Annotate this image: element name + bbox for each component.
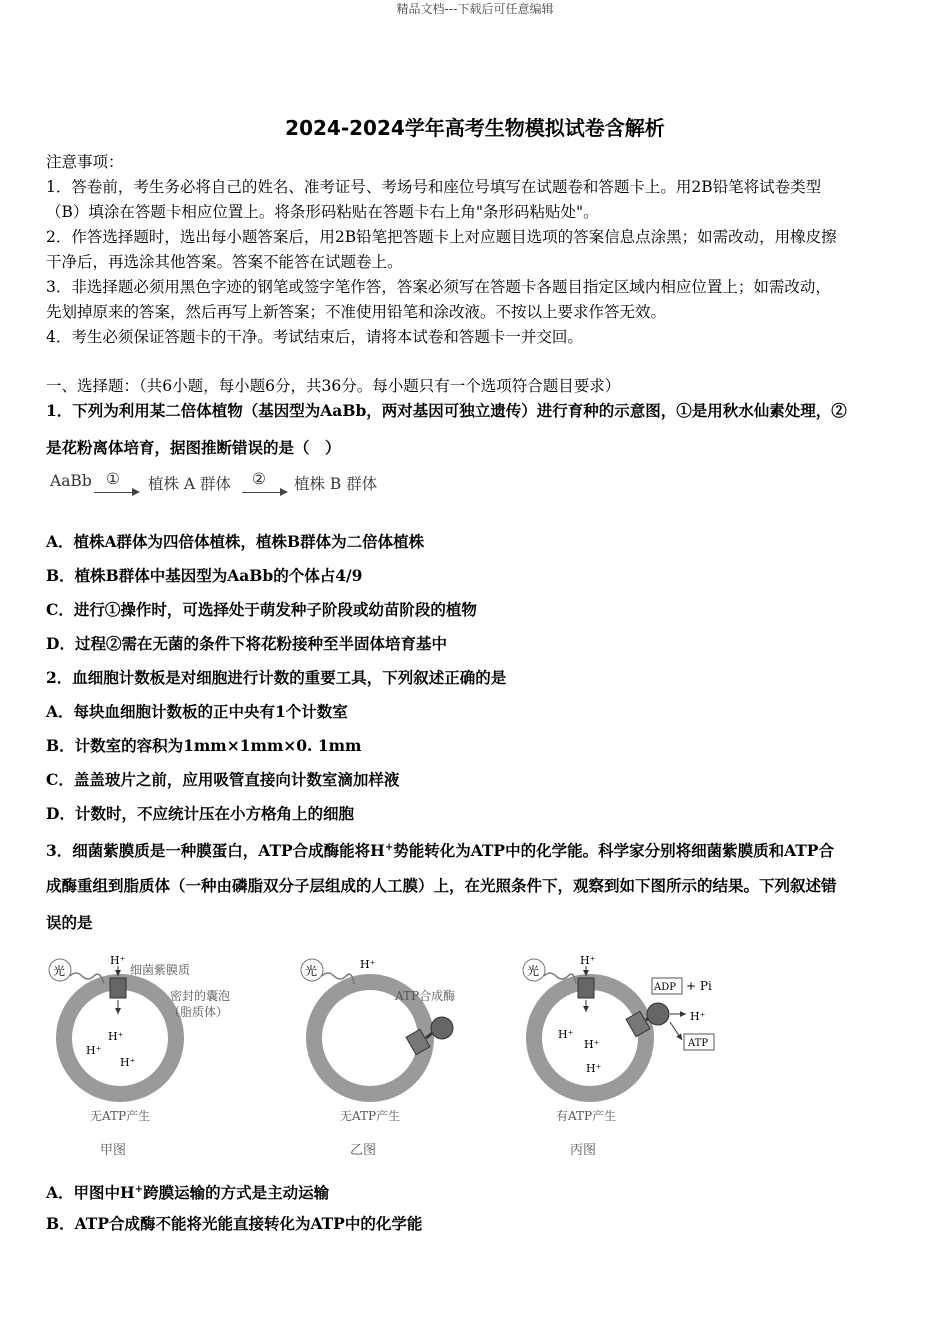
h-ion-label: H⁺: [110, 954, 126, 967]
q1-option-d: D．过程②需在无菌的条件下将花粉接种至半固体培育基中: [46, 634, 447, 653]
q2-option-a: A．每块血细胞计数板的正中央有1个计数室: [46, 702, 348, 721]
h-ion-label: H⁺: [690, 1010, 706, 1023]
pi-label: + Pi: [686, 979, 712, 993]
step2-label: ②: [252, 470, 266, 488]
q3-option-b: B．ATP合成酶不能将光能直接转化为ATP中的化学能: [46, 1214, 423, 1233]
light-label: 光: [305, 964, 318, 978]
q2-option-c: C．盖盖玻片之前，应用吸管直接向计数室滴加样液: [46, 770, 400, 789]
notice-item-2a: 2．作答选择题时，选出每小题答案后，用2B铅笔把答题卡上对应题目选项的答案信息点涂黑；如需改动，用橡皮擦: [46, 228, 837, 246]
page-header: 精品文档---下载后可任意编辑: [396, 2, 554, 16]
h-ion-label: H⁺: [584, 1038, 600, 1051]
q2-option-b: B．计数室的容积为1mm×1mm×0. 1mm: [46, 736, 362, 755]
notice-item-1b: （B）填涂在答题卡相应位置上。将条形码粘贴在答题卡右上角"条形码粘贴处"。: [46, 203, 599, 221]
page-title: 2024-2024学年高考生物模拟试卷含解析: [285, 116, 665, 140]
purple-membrane-label: 细菌紫膜质: [130, 963, 191, 977]
q3-option-a-part1: A．甲图中H: [46, 1183, 135, 1203]
h-ion-label: H⁺: [558, 1028, 574, 1041]
q3-stem-line3: 误的是: [46, 913, 93, 932]
notice-item-3a: 3．非选择题必须用黑色字迹的钢笔或签字笔作答，答案必须写在答题卡各题目指定区域内相应位置上；如需改动，: [46, 278, 831, 296]
q3-stem-part2: 势能转化为ATP中的化学能。科学家分别将细菌紫膜质和ATP合: [393, 841, 834, 861]
seq-mid: 植株 A 群体: [148, 475, 232, 493]
q3-stem-line1: [46, 838, 908, 861]
panel-yi-caption: 乙图: [350, 1143, 377, 1158]
h-ion-label: H⁺: [360, 958, 376, 971]
h-ion-label: H⁺: [120, 1056, 136, 1069]
q3-option-a-part2: 跨膜运输的方式是主动运输: [143, 1183, 330, 1203]
panel-bing-caption: 丙图: [570, 1143, 597, 1158]
membrane-figure: [40, 948, 740, 1168]
q3-option-a: [46, 1180, 908, 1203]
q3-stem-part1: 3．细菌紫膜质是一种膜蛋白，ATP合成酶能将H: [46, 841, 385, 861]
q3-stem-line2: 成酶重组到脂质体（一种由磷脂双分子层组成的人工膜）上，在光照条件下，观察到如下图所示的结果。下列叙述错: [46, 876, 837, 895]
no-atp-caption: 无ATP产生: [340, 1109, 401, 1123]
h-ion-label: H⁺: [108, 1030, 124, 1043]
has-atp-caption: 有ATP产生: [556, 1109, 617, 1123]
atp-synthase-label: ATP合成酶: [395, 989, 456, 1003]
q1-stem-line1: 1．下列为利用某二倍体植物（基因型为AaBb，两对基因可独立遗传）进行育种的示意图，①是用秋水仙素处理，②: [46, 401, 847, 420]
notice-item-2b: 干净后，再选涂其他答案。答案不能答在试题卷上。: [46, 253, 403, 271]
panel-jia: [49, 954, 230, 1158]
notice-item-1a: 1．答卷前，考生务必将自己的姓名、准考证号、考场号和座位号填写在试题卷和答题卡上。用2B铅笔将试卷类型: [46, 178, 822, 196]
notice-item-4: 4．考生必须保证答题卡的干净。考试结束后，请将本试卷和答题卡一并交回。: [46, 328, 583, 346]
notice-heading: 注意事项：: [46, 153, 124, 171]
section-heading: 一、选择题：（共6小题，每小题6分，共36分。每小题只有一个选项符合题目要求）: [46, 377, 621, 395]
arrow-right-icon: [94, 492, 138, 493]
q1-option-b: B．植株B群体中基因型为AaBb的个体占4/9: [46, 566, 363, 585]
q2-stem: 2．血细胞计数板是对细胞进行计数的重要工具，下列叙述正确的是: [46, 668, 507, 687]
h-ion-label: H⁺: [580, 954, 596, 967]
vesicle-label: 密封的囊泡: [170, 989, 231, 1003]
panel-yi: [301, 958, 455, 1158]
atp-label: ATP: [688, 1038, 709, 1049]
no-atp-caption: 无ATP产生: [90, 1109, 151, 1123]
h-ion-label: H⁺: [86, 1044, 102, 1057]
atp-synthase-head-icon: [647, 1003, 669, 1025]
q1-stem-line2: 是花粉离体培育，据图推断错误的是（ ）: [46, 438, 341, 457]
panel-jia-caption: 甲图: [100, 1143, 127, 1158]
arrow-right-icon: [242, 492, 286, 493]
q3-stem-sup: +: [384, 842, 394, 853]
light-label: 光: [527, 964, 540, 978]
seq-end: 植株 B 群体: [294, 475, 378, 493]
panel-bing: [523, 954, 714, 1158]
liposome-label: （脂质体）: [168, 1005, 229, 1019]
q3-option-a-sup: +: [134, 1184, 144, 1195]
q2-option-d: D．计数时，不应统计压在小方格角上的细胞: [46, 804, 354, 823]
atp-synthase-head-icon: [431, 1017, 453, 1039]
light-label: 光: [53, 964, 66, 978]
q1-option-c: C．进行①操作时，可选择处于萌发种子阶段或幼苗阶段的植物: [46, 600, 477, 619]
q1-option-a: A．植株A群体为四倍体植株，植株B群体为二倍体植株: [46, 532, 425, 551]
seq-start: AaBb: [50, 472, 92, 490]
step1-label: ①: [106, 470, 120, 488]
notice-item-3b: 先划掉原来的答案，然后再写上新答案；不准使用铅笔和涂改液。不按以上要求作答无效。: [46, 303, 667, 321]
h-ion-label: H⁺: [586, 1062, 602, 1075]
adp-label: ADP: [654, 982, 676, 993]
